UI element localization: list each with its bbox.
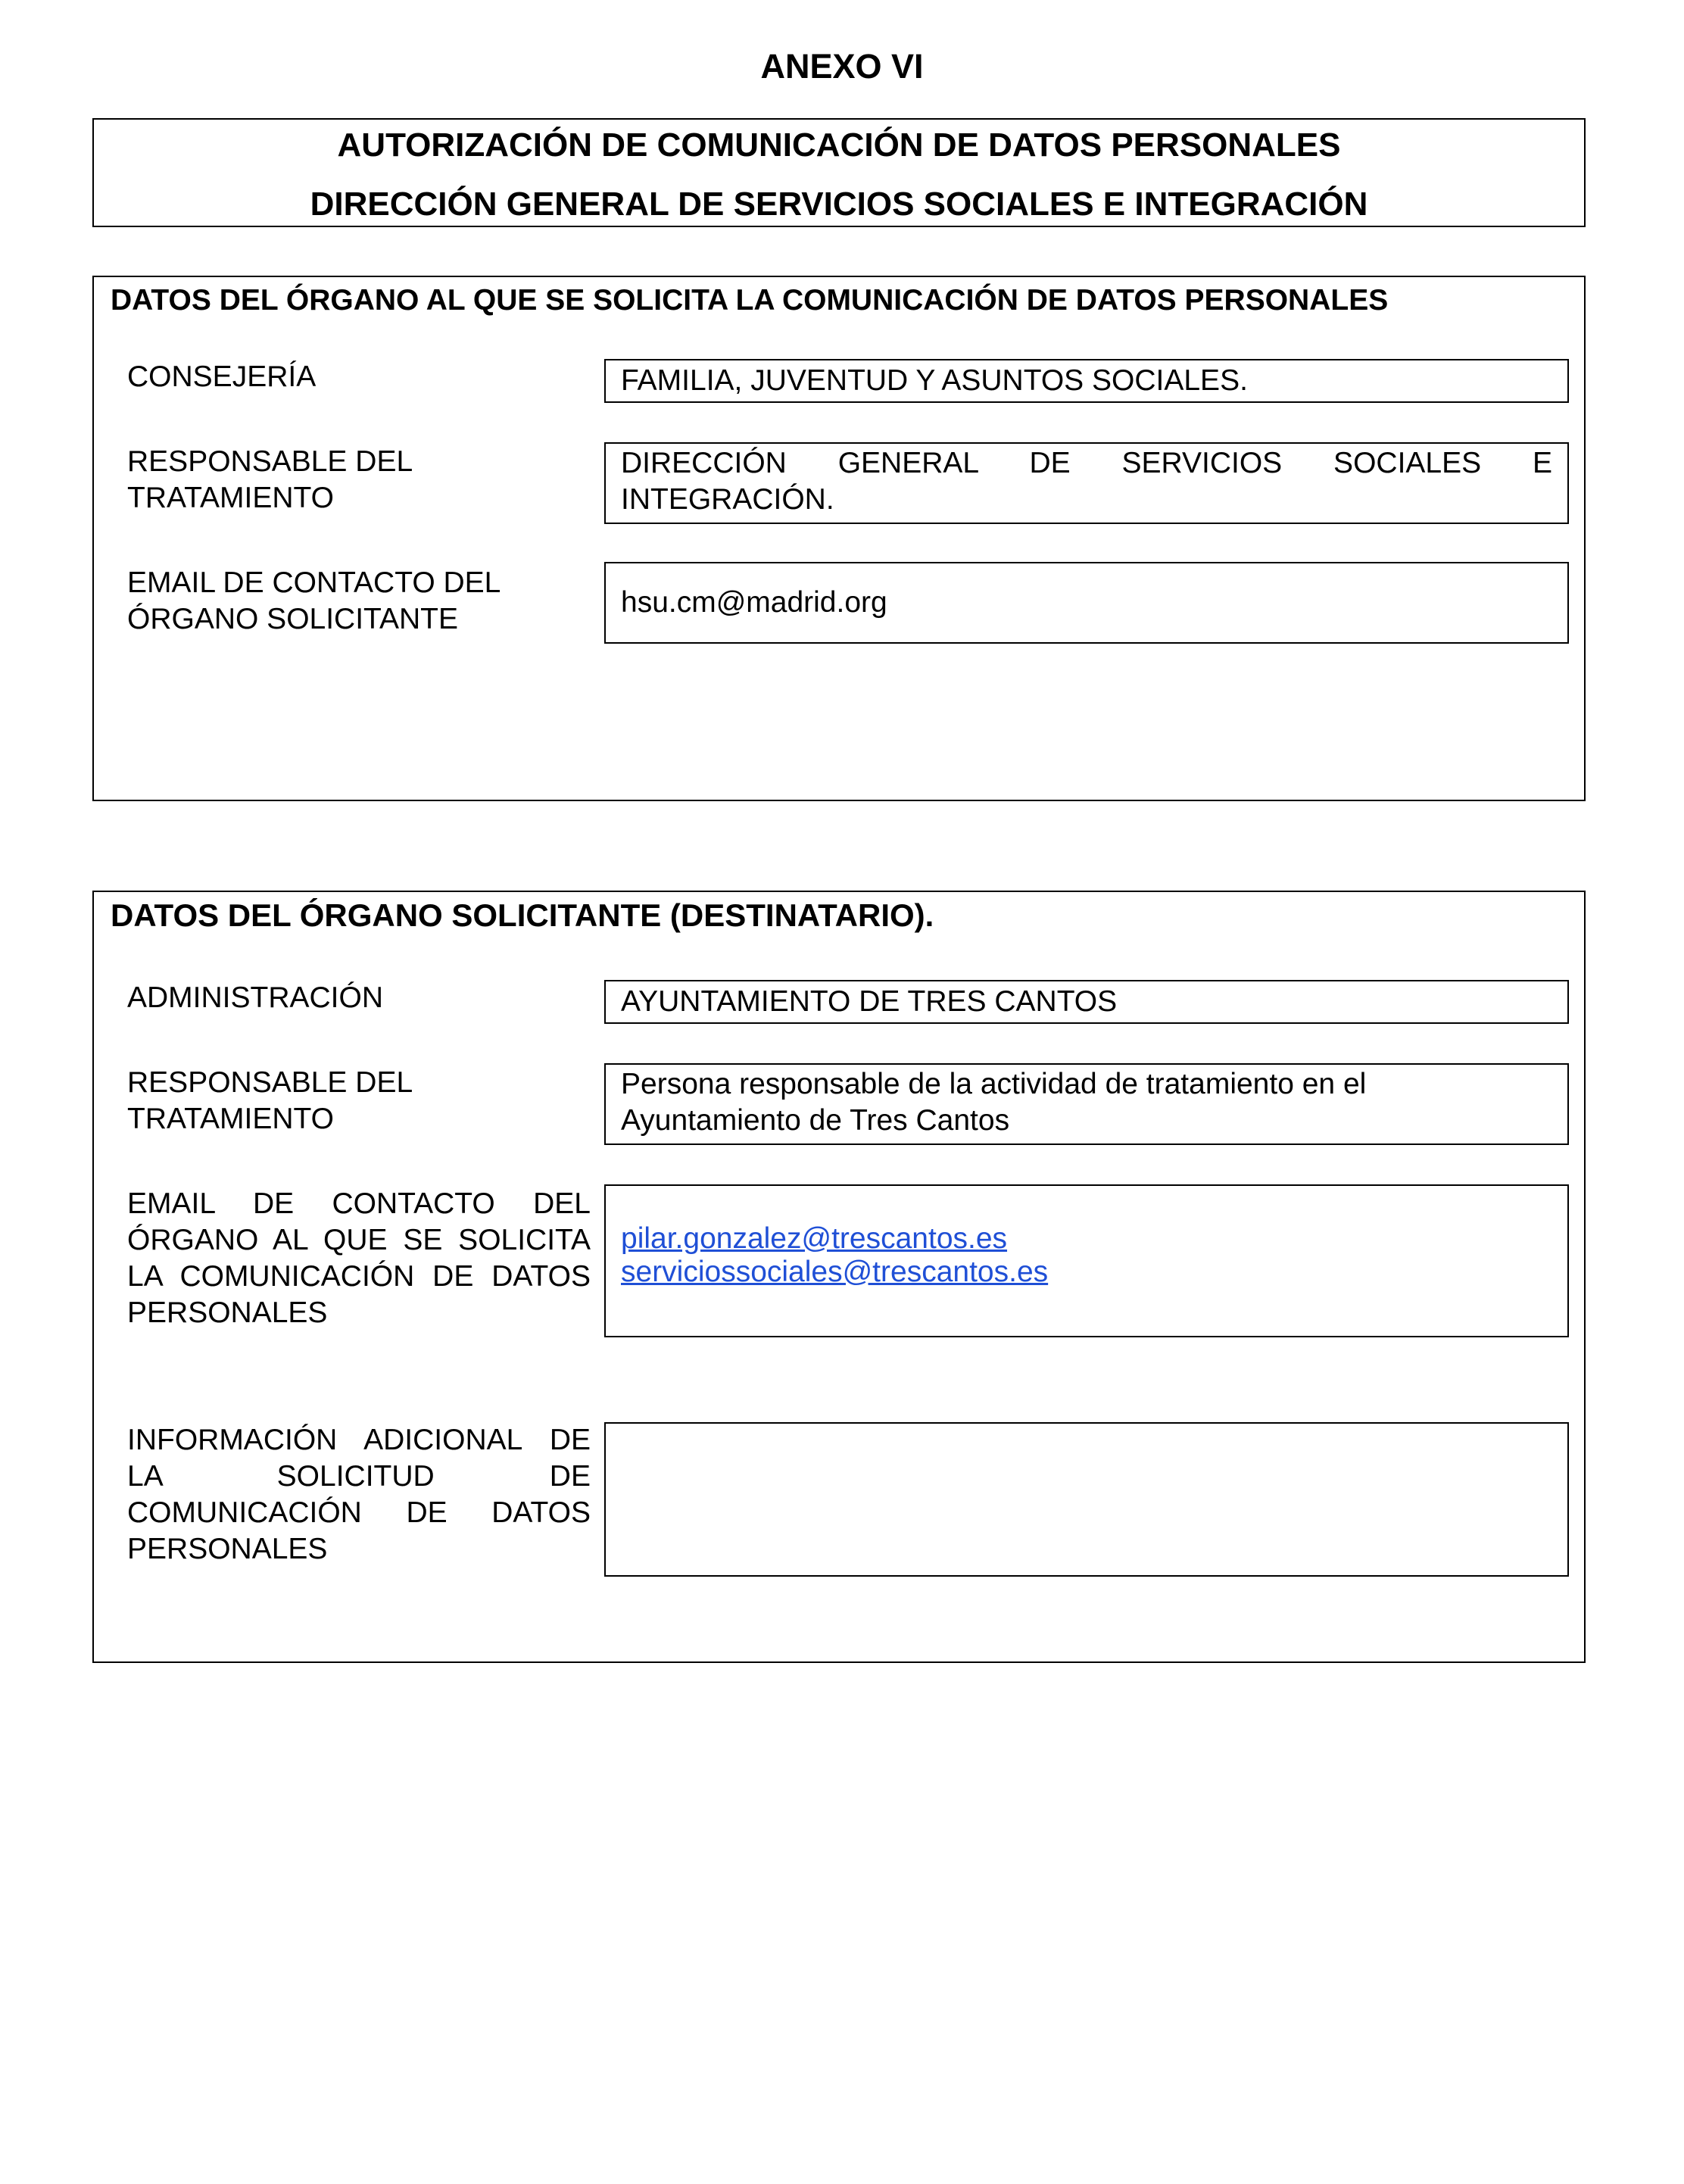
field-administracion[interactable]: AYUNTAMIENTO DE TRES CANTOS — [604, 980, 1569, 1024]
email-link[interactable]: pilar.gonzalez@trescantos.es — [621, 1222, 1008, 1255]
field-consejeria[interactable]: FAMILIA, JUVENTUD Y ASUNTOS SOCIALES. — [604, 359, 1569, 403]
annex-title: ANEXO VI — [760, 47, 924, 86]
label-responsable: RESPONSABLE DEL TRATAMIENTO — [127, 1066, 412, 1135]
label-consejeria: CONSEJERÍA — [127, 360, 317, 393]
label-informacion-adicional: INFORMACIÓN ADICIONAL DE LA SOLICITUD DE COMUNICACIÓN DE DATOS PERSONALES — [127, 1424, 591, 1565]
field-email-contacto[interactable]: hsu.cm@madrid.org — [604, 562, 1569, 644]
field-email-contacto[interactable] — [604, 1184, 1569, 1337]
label-email-contacto: EMAIL DE CONTACTO DEL ÓRGANO AL QUE SE SOLICITA LA COMUNICACIÓN DE DATOS PERSONALES — [127, 1187, 591, 1329]
label-email-contacto: EMAIL DE CONTACTO DEL ÓRGANO SOLICITANTE — [127, 566, 500, 635]
label-responsable: RESPONSABLE DEL TRATAMIENTO — [127, 445, 412, 514]
field-responsable[interactable]: Persona responsable de la actividad de tratamiento en el Ayuntamiento de Tres Cantos — [604, 1063, 1569, 1145]
section-organ-requested — [92, 276, 1586, 801]
field-responsable[interactable]: DIRECCIÓN GENERAL DE SERVICIOS SOCIALES E INTEGRACIÓN. — [604, 442, 1569, 524]
title-box — [92, 118, 1586, 227]
section-organ-recipient — [92, 891, 1586, 1663]
field-informacion-adicional[interactable] — [604, 1422, 1569, 1577]
document-subtitle: DIRECCIÓN GENERAL DE SERVICIOS SOCIALES E INTEGRACIÓN — [310, 186, 1368, 223]
section-heading: DATOS DEL ÓRGANO SOLICITANTE (DESTINATARIO). — [111, 897, 934, 933]
document-title: AUTORIZACIÓN DE COMUNICACIÓN DE DATOS PERSONALES — [337, 126, 1341, 164]
label-administracion: ADMINISTRACIÓN — [127, 981, 384, 1014]
email-link[interactable]: serviciossociales@trescantos.es — [621, 1256, 1049, 1288]
section-heading: DATOS DEL ÓRGANO AL QUE SE SOLICITA LA COMUNICACIÓN DE DATOS PERSONALES — [111, 284, 1389, 317]
